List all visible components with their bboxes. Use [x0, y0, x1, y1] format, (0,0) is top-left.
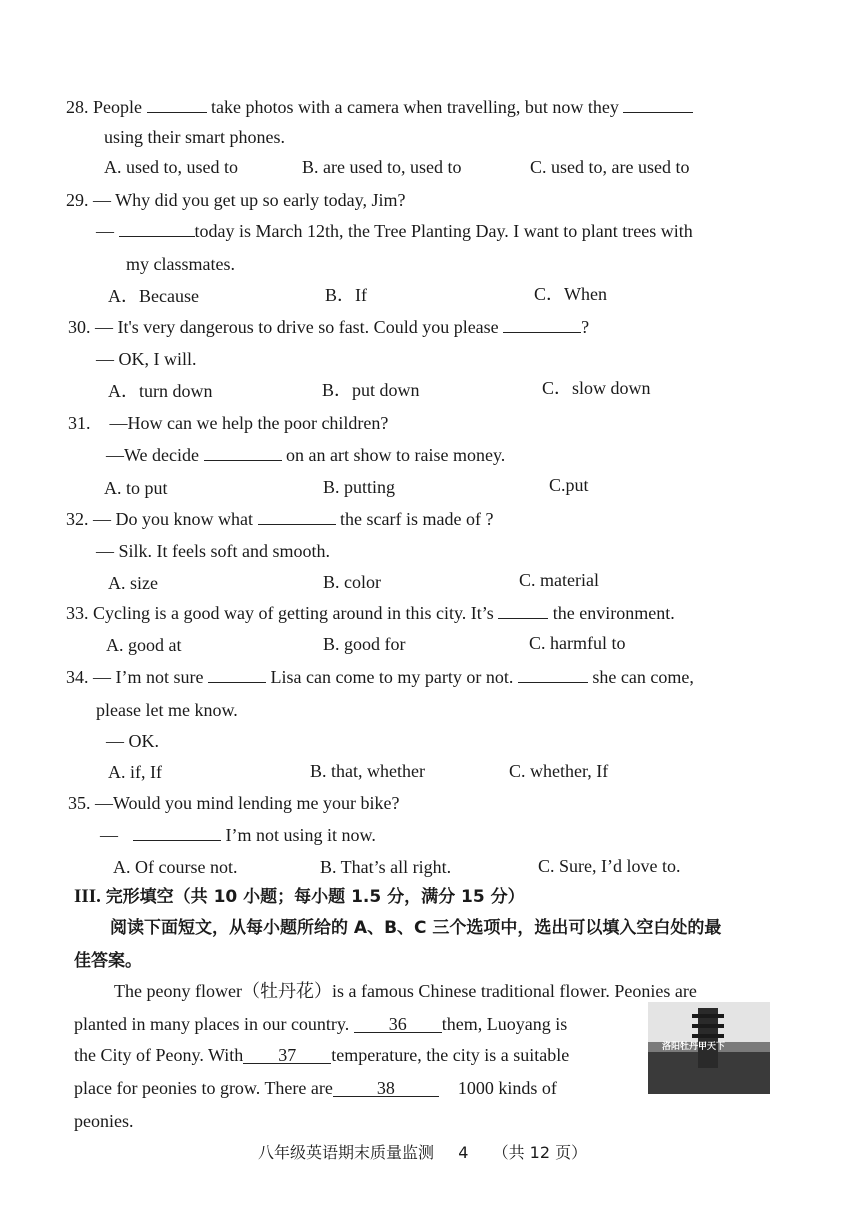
passage-text: them, Luoyang is: [441, 1014, 568, 1034]
section-title: 完形填空（共 10 小题；每小题 1.5 分，满分 15 分）: [105, 887, 525, 907]
cloze-blank-37[interactable]: [243, 1047, 331, 1064]
section-heading: [74, 886, 525, 908]
answer-blank[interactable]: [119, 220, 195, 237]
question-text: on an art show to raise money.: [286, 445, 506, 465]
question-number: 31.: [68, 413, 91, 433]
passage-text: The peony flower（牡丹花）is a famous Chinese traditional flower. Peonies are: [114, 981, 697, 1001]
question-31-line2: [106, 444, 505, 466]
passage-text: the City of Peony. With: [74, 1045, 244, 1065]
pagoda-roof: [692, 1014, 724, 1018]
option-b[interactable]: B. putting: [323, 477, 396, 497]
passage-line: [74, 1077, 557, 1099]
question-number: 33.: [66, 603, 89, 623]
answer-blank[interactable]: [258, 508, 336, 525]
passage-text: temperature, the city is a suitable: [331, 1045, 570, 1065]
answer-blank[interactable]: [623, 96, 693, 113]
question-number: 34.: [66, 667, 89, 687]
question-29: [66, 189, 405, 211]
question-text: — Do you know what: [93, 509, 253, 529]
question-text: — Silk. It feels soft and smooth.: [96, 541, 330, 561]
option-b[interactable]: B. good for: [323, 634, 406, 654]
blank-number: 38: [376, 1078, 395, 1098]
cloze-blank-36[interactable]: [354, 1016, 442, 1033]
page-number: 4: [458, 1143, 469, 1162]
question-number: 30.: [68, 317, 91, 337]
option-c[interactable]: C．When: [534, 284, 607, 304]
option-a[interactable]: A. Of course not.: [113, 857, 238, 877]
question-28: [66, 96, 693, 118]
answer-blank[interactable]: [503, 316, 581, 333]
question-text: today is March 12th, the Tree Planting Day. I want to plant trees with: [194, 221, 693, 241]
question-number: 32.: [66, 509, 89, 529]
option-c[interactable]: C.put: [549, 475, 589, 495]
option-a[interactable]: A. good at: [106, 635, 182, 655]
question-text: the scarf is made of ?: [340, 509, 494, 529]
dash: —: [100, 825, 118, 845]
question-number: 28.: [66, 97, 89, 117]
option-a[interactable]: A．Because: [108, 286, 199, 306]
option-c[interactable]: C. Sure, I’d love to.: [538, 856, 681, 876]
passage-line: [114, 980, 697, 1002]
question-29-line2: [96, 220, 693, 242]
section-number: III.: [74, 886, 101, 907]
option-a[interactable]: A. to put: [104, 478, 168, 498]
question-text: my classmates.: [126, 254, 235, 274]
page-footer: [258, 1142, 587, 1164]
question-text: — OK, I will.: [96, 349, 197, 369]
question-text: she can come,: [592, 667, 694, 687]
question-33: [66, 602, 675, 624]
blank-number: 36: [388, 1014, 407, 1034]
passage-text: peonies.: [74, 1111, 134, 1131]
page-total: （共 12 页）: [492, 1143, 588, 1162]
question-34: [66, 666, 694, 688]
pagoda-roof: [692, 1024, 724, 1028]
question-number: 29.: [66, 190, 89, 210]
option-b[interactable]: B．put down: [322, 380, 420, 400]
luoyang-pagoda-photo: [648, 1002, 770, 1094]
passage-line: [74, 1044, 569, 1066]
question-text: — I’m not sure: [93, 667, 204, 687]
option-c[interactable]: C. whether, If: [509, 761, 609, 781]
question-text: — Why did you get up so early today, Jim?: [93, 190, 406, 210]
answer-blank[interactable]: [147, 96, 207, 113]
passage-text: planted in many places in our country.: [74, 1014, 350, 1034]
question-30: [68, 316, 589, 338]
question-31: [68, 412, 388, 434]
option-a[interactable]: A. used to, used to: [104, 157, 238, 177]
question-text: —How can we help the poor children?: [109, 413, 389, 433]
question-text: please let me know.: [96, 700, 238, 720]
option-c[interactable]: C. used to, are used to: [530, 157, 690, 177]
question-text: ?: [581, 317, 590, 337]
question-text: using their smart phones.: [104, 127, 285, 147]
option-a[interactable]: A．turn down: [108, 381, 213, 401]
answer-blank[interactable]: [204, 444, 282, 461]
option-b[interactable]: B. color: [323, 572, 381, 592]
question-text: Cycling is a good way of getting around in this city. It’s: [93, 603, 494, 623]
question-text: Lisa can come to my party or not.: [270, 667, 514, 687]
question-text: —Would you mind lending me your bike?: [95, 793, 400, 813]
option-c[interactable]: C．slow down: [542, 378, 651, 398]
option-c[interactable]: C. material: [519, 570, 599, 590]
question-text: People: [93, 97, 142, 117]
question-32: [66, 508, 493, 530]
option-a[interactable]: A. if, If: [108, 762, 162, 782]
answer-blank[interactable]: [208, 666, 266, 683]
question-text: the environment.: [552, 603, 675, 623]
passage-text: place for peonies to grow. There are: [74, 1078, 333, 1098]
question-text: —We decide: [106, 445, 200, 465]
dash: —: [96, 221, 114, 241]
question-text: take photos with a camera when travelling, but now they: [211, 97, 619, 117]
cloze-blank-38[interactable]: [333, 1080, 439, 1097]
question-number: 35.: [68, 793, 91, 813]
option-c[interactable]: C. harmful to: [529, 633, 626, 653]
option-b[interactable]: B．If: [325, 285, 367, 305]
answer-blank[interactable]: [498, 602, 548, 619]
question-35-line2: [100, 824, 376, 846]
blank-number: 37: [278, 1045, 297, 1065]
answer-blank[interactable]: [518, 666, 588, 683]
question-35: [68, 792, 400, 814]
passage-line: [74, 1013, 567, 1035]
section-instructions: 阅读下面短文，从每小题所给的 A、B、C 三个选项中，选出可以填入空白处的最: [110, 918, 722, 938]
photo-caption: 洛阳牡丹甲天下: [662, 1042, 726, 1052]
section-instructions: 佳答案。: [74, 951, 142, 971]
question-text: I’m not using it now.: [225, 825, 376, 845]
question-text: — It's very dangerous to drive so fast. Could you please: [95, 317, 499, 337]
option-b[interactable]: B. are used to, used to: [302, 157, 462, 177]
footer-title: 八年级英语期末质量监测: [258, 1143, 435, 1162]
option-b[interactable]: B. That’s all right.: [320, 857, 452, 877]
passage-text: 1000 kinds of: [457, 1078, 557, 1098]
answer-blank[interactable]: [133, 824, 221, 841]
pagoda-roof: [692, 1034, 724, 1038]
option-b[interactable]: B. that, whether: [310, 761, 425, 781]
option-a[interactable]: A. size: [108, 573, 158, 593]
question-text: — OK.: [106, 731, 159, 751]
